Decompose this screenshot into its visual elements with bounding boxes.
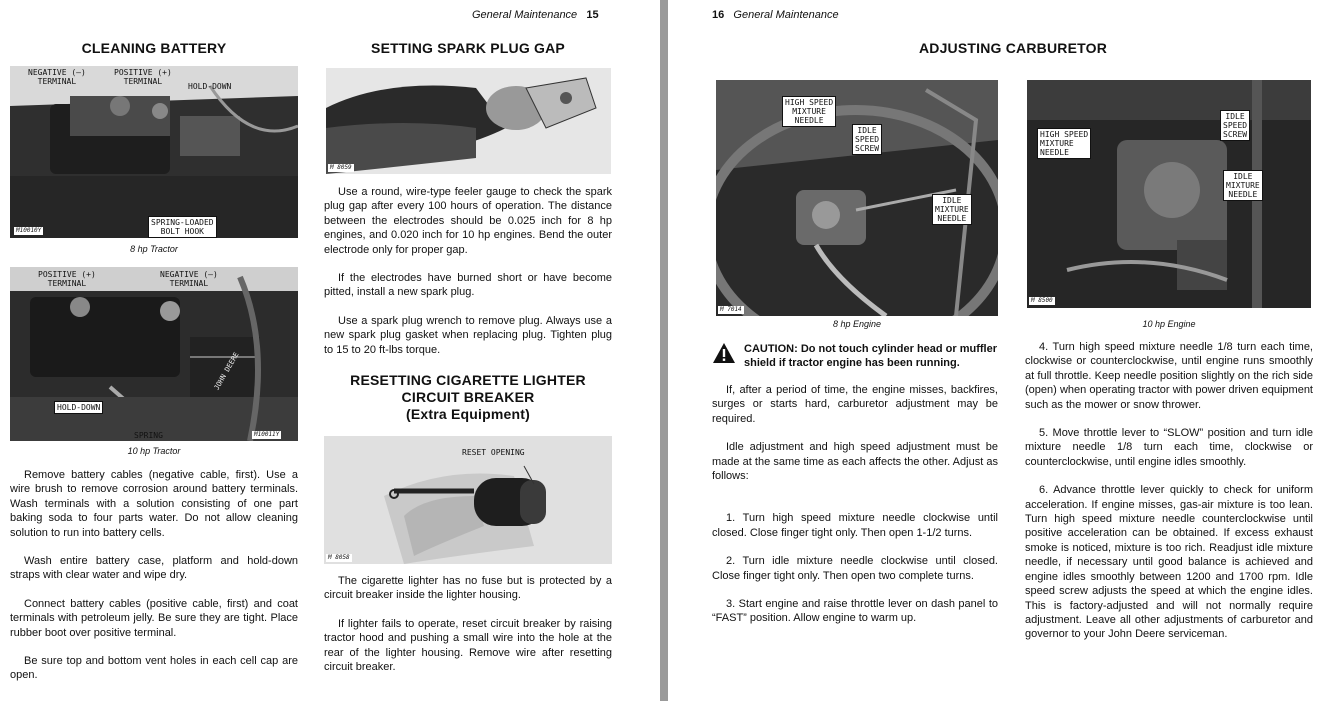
section-title-spark-plug: SETTING SPARK PLUG GAP xyxy=(371,40,565,56)
carburetor-photo-10hp xyxy=(1027,80,1311,308)
label-spring-loaded-bolt-hook: SPRING-LOADED BOLT HOOK xyxy=(148,216,217,238)
figure-caption: 10 hp Tractor xyxy=(127,446,181,456)
page-header xyxy=(712,9,839,21)
section-title-cleaning-battery: CLEANING BATTERY xyxy=(81,40,227,56)
label-idle-mixture-needle: IDLE MIXTURE NEEDLE xyxy=(1223,170,1263,201)
spark-plug-text xyxy=(324,185,612,371)
paragraph: 5. Move throttle lever to “SLOW” position and turn idle mixture needle 1/8 turn each time, clockwise or counterclockwise, until engine idles smoothly. xyxy=(1025,427,1313,468)
paragraph: 2. Turn idle mixture needle clockwise until closed. Close finger tight only. Then open two complete turns. xyxy=(712,555,998,582)
paragraph: Use a round, wire-type feeler gauge to check the spark plug gap after every 100 hours of operation. The distance between the electrodes should be 0.025 inch for 8 hp engines, and 0.020 inch for 10 hp engines. Bend the outer electrode only for proper gap. xyxy=(324,186,612,256)
title-line: CIRCUIT BREAKER xyxy=(401,389,535,405)
label-idle-mixture-needle: IDLE MIXTURE NEEDLE xyxy=(932,194,972,225)
paragraph: Connect battery cables (positive cable, first) and coat terminals with petroleum jelly. Be sure they are tight. Place rubber boot over positive terminal. xyxy=(10,597,298,639)
cleaning-battery-text xyxy=(10,468,298,697)
label-spring: SPRING xyxy=(134,431,163,440)
paragraph: Remove battery cables (negative cable, first). Use a wire brush to remove corrosion around battery terminals. Wash terminals with a solution consisting of one part baking soda to four parts water. Do not allow cleaning solution to run into battery cells. xyxy=(10,469,298,539)
paragraph: If the electrodes have burned short or have become pitted, install a new spark plug. xyxy=(324,272,612,299)
label-positive-terminal: POSITIVE (+) TERMINAL xyxy=(114,68,172,86)
paragraph: 1. Turn high speed mixture needle clockwise until closed. Close finger tight only. Then open 1-1/2 turns. xyxy=(712,512,998,539)
paragraph: 3. Start engine and raise throttle lever on dash panel to “FAST” position. Allow engine to warm up. xyxy=(712,598,998,625)
paragraph: Wash entire battery case, platform and hold-down straps with clear water and wipe dry. xyxy=(10,555,298,582)
label-negative-terminal: NEGATIVE (–) TERMINAL xyxy=(160,270,218,288)
section-title-carburetor: ADJUSTING CARBURETOR xyxy=(918,40,1108,56)
label-negative-terminal: NEGATIVE (–) TERMINAL xyxy=(28,68,86,86)
brand-decal: JOHN DEERE xyxy=(212,350,241,392)
paragraph: Use a spark plug wrench to remove plug. Always use a new spark plug gasket when replacing plug. Tighten plug to 15 to 20 ft-lbs torque. xyxy=(324,314,612,356)
spark-plug-photo xyxy=(326,68,611,174)
paragraph: Idle adjustment and high speed adjustment must be made at the same time as each affects the other. Adjust as follows: xyxy=(712,441,998,483)
figure-code: M10011Y xyxy=(254,431,280,438)
caution-text: CAUTION: Do not touch cylinder head or muffler shield if tractor engine has been running. xyxy=(744,343,998,370)
carburetor-steps-right xyxy=(1025,340,1313,656)
battery-photo-8hp xyxy=(10,66,298,238)
label-hold-down: HOLD-DOWN xyxy=(188,82,232,91)
page-gutter xyxy=(660,0,668,701)
label-idle-speed-screw: IDLE SPEED SCREW xyxy=(1220,110,1250,141)
page-number: 16 xyxy=(712,9,725,21)
paragraph: The cigarette lighter has no fuse but is protected by a circuit breaker inside the lighter housing. xyxy=(324,575,612,602)
page-header xyxy=(472,9,599,21)
paragraph: 4. Turn high speed mixture needle 1/8 turn each time, clockwise or counterclockwise, until engine runs smoothly at full throttle. Keep needle position slightly on the rich side (open) when operating tractor with power driven equipment such as the mower or snow thrower. xyxy=(1025,341,1313,411)
header-section: General Maintenance xyxy=(733,9,839,21)
label-high-speed-mixture-needle: HIGH SPEED MIXTURE NEEDLE xyxy=(1037,128,1091,159)
lighter-photo xyxy=(324,436,612,564)
left-page xyxy=(0,0,660,701)
paragraph: If, after a period of time, the engine misses, backfires, surges or starts hard, carburetor adjustment may be required. xyxy=(712,384,998,425)
label-reset-opening: RESET OPENING xyxy=(462,448,525,457)
title-line: (Extra Equipment) xyxy=(406,406,530,422)
figure-caption: 10 hp Engine xyxy=(1142,319,1196,329)
caution-block xyxy=(712,342,1004,371)
right-page xyxy=(668,0,1332,701)
paragraph: Be sure top and bottom vent holes in each cell cap are open. xyxy=(10,655,298,682)
carburetor-photo-8hp xyxy=(716,80,998,316)
lighter-text xyxy=(324,574,612,688)
label-idle-speed-screw: IDLE SPEED SCREW xyxy=(852,124,882,155)
figure-code: M 8059 xyxy=(330,164,352,171)
section-title-lighter xyxy=(324,372,612,423)
figure-code: M 8500 xyxy=(1031,297,1053,304)
warning-triangle-icon xyxy=(712,342,736,364)
paragraph: 6. Advance throttle lever quickly to check for uniform acceleration. If engine misses, gas-air mixture is too lean. Turn high speed mixture needle counterclockwise until positive acceleration can be obtained. If excess exhaust smoke is noticed, mixture is too rich. Readjust idle mixture needle, if necessary until good balance is achieved and engine idles smoothly between 1200 and 1700 rpm. Idle speed screw adjusts the speed at which the engine idles. This is factory-adjusted and will not normally require adjustment. Leave all other adjustments of carburetor and governor to your John Deere serviceman. xyxy=(1025,484,1313,641)
battery-photo-10hp xyxy=(10,267,298,441)
figure-caption: 8 hp Tractor xyxy=(130,244,178,254)
figure-code: M 8058 xyxy=(328,554,350,561)
page-number: 15 xyxy=(586,9,599,21)
figure-caption: 8 hp Engine xyxy=(832,319,882,329)
label-hold-down: HOLD-DOWN xyxy=(54,401,103,414)
figure-code: M 7014 xyxy=(720,306,742,313)
header-section: General Maintenance xyxy=(472,9,578,21)
label-positive-terminal: POSITIVE (+) TERMINAL xyxy=(38,270,96,288)
title-line: RESETTING CIGARETTE LIGHTER xyxy=(350,372,586,388)
figure-code: M10010Y xyxy=(16,227,42,234)
paragraph: If lighter fails to operate, reset circuit breaker by raising tractor hood and pushing a small wire into the hole at the rear of the lighter housing. Remove wire after resetting circuit breaker. xyxy=(324,617,612,674)
carburetor-steps-left xyxy=(712,383,998,640)
label-high-speed-mixture-needle: HIGH SPEED MIXTURE NEEDLE xyxy=(782,96,836,127)
